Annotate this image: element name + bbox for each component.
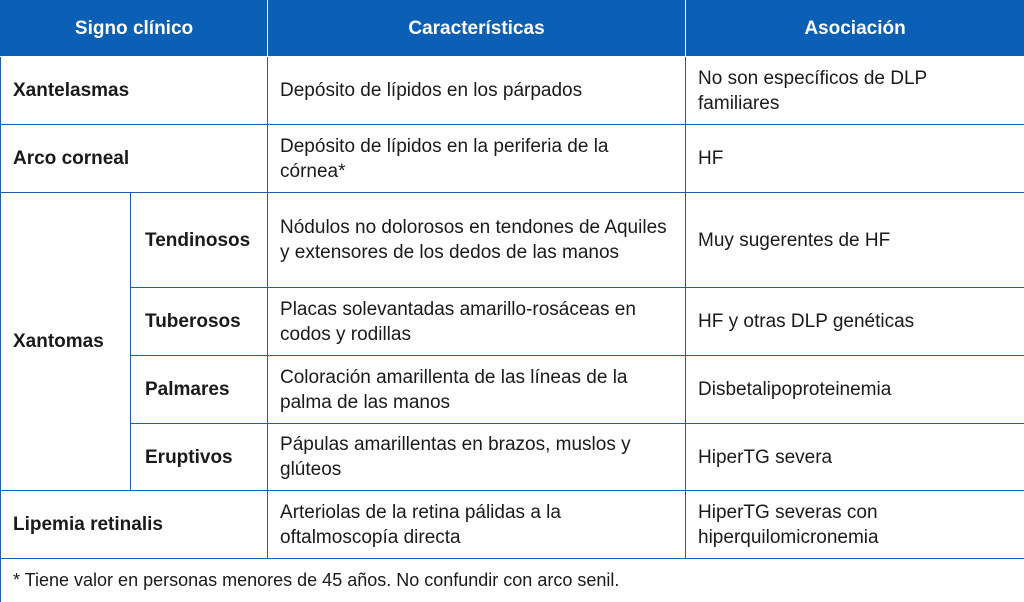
asociacion-cell: Muy sugerentes de HF bbox=[686, 193, 1024, 288]
table-row bbox=[1, 125, 1024, 193]
xantoma-type-cell: Palmares bbox=[131, 356, 268, 424]
table-header-row bbox=[1, 1, 1024, 57]
table-row bbox=[1, 424, 1024, 491]
xantoma-type-cell: Tuberosos bbox=[131, 288, 268, 356]
caracteristicas-cell: Pápulas amarillentas en brazos, muslos y glúteos bbox=[268, 424, 686, 491]
caracteristicas-cell: Coloración amarillenta de las líneas de la palma de las manos bbox=[268, 356, 686, 424]
header-asociacion: Asociación bbox=[686, 1, 1024, 57]
table-row bbox=[1, 57, 1024, 125]
caracteristicas-cell: Placas solevantadas amarillo-rosáceas en codos y rodillas bbox=[268, 288, 686, 356]
caracteristicas-cell: Nódulos no dolorosos en tendones de Aquiles y extensores de los dedos de las manos bbox=[268, 193, 686, 288]
asociacion-cell: No son específicos de DLP familiares bbox=[686, 57, 1024, 125]
caracteristicas-cell: Depósito de lípidos en los párpados bbox=[268, 57, 686, 125]
asociacion-cell: HF y otras DLP genéticas bbox=[686, 288, 1024, 356]
header-signo-clinico: Signo clínico bbox=[1, 1, 268, 57]
table-row bbox=[1, 491, 1024, 559]
asociacion-cell: Disbetalipoproteinemia bbox=[686, 356, 1024, 424]
footnote-row bbox=[1, 559, 1024, 602]
table-row bbox=[1, 356, 1024, 424]
table-row bbox=[1, 288, 1024, 356]
xantoma-type-cell: Tendinosos bbox=[131, 193, 268, 288]
asociacion-cell: HF bbox=[686, 125, 1024, 193]
footnote: * Tiene valor en personas menores de 45 años. No confundir con arco senil. bbox=[1, 559, 1024, 602]
signo-cell: Xantelasmas bbox=[1, 57, 268, 125]
signo-cell-xantomas: Xantomas bbox=[1, 193, 131, 491]
signo-cell: Arco corneal bbox=[1, 125, 268, 193]
caracteristicas-cell: Arteriolas de la retina pálidas a la oftalmoscopía directa bbox=[268, 491, 686, 559]
table-row bbox=[1, 193, 1024, 288]
signo-cell: Lipemia retinalis bbox=[1, 491, 268, 559]
asociacion-cell: HiperTG severas con hiperquilomicronemia bbox=[686, 491, 1024, 559]
header-caracteristicas: Características bbox=[268, 1, 686, 57]
caracteristicas-cell: Depósito de lípidos en la periferia de la córnea* bbox=[268, 125, 686, 193]
xantoma-type-cell: Eruptivos bbox=[131, 424, 268, 491]
asociacion-cell: HiperTG severa bbox=[686, 424, 1024, 491]
